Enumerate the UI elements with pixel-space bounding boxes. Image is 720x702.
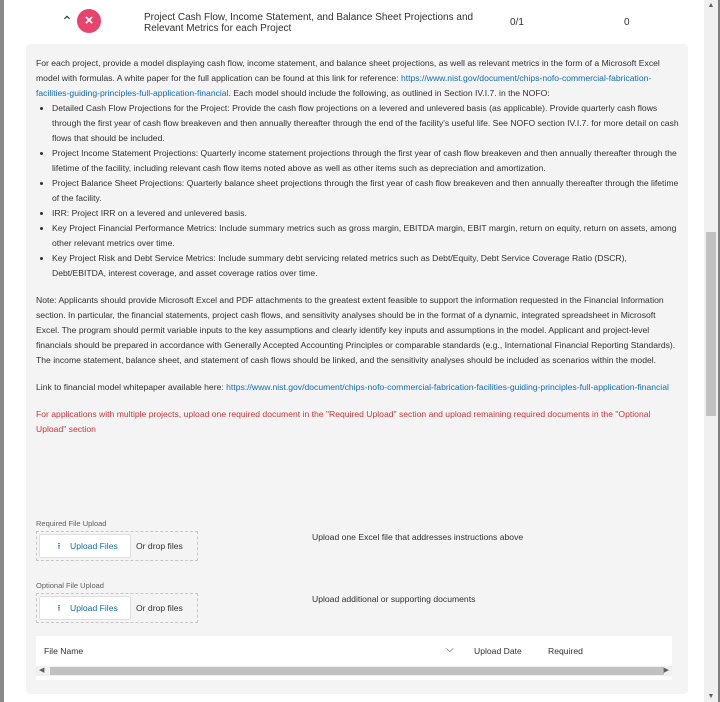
required-drop-text: Or drop files (136, 541, 183, 551)
upload-count: 0/1 (510, 17, 524, 28)
column-required[interactable]: Required (548, 646, 583, 656)
instructions-text (36, 56, 680, 437)
vertical-scrollbar[interactable] (704, 0, 718, 702)
section-title: Project Cash Flow, Income Statement, and Balance Sheet Projections and Relevant Metrics for each Project (144, 12, 474, 34)
collapse-chevron-icon[interactable]: ⌃ (61, 13, 73, 29)
close-icon[interactable]: × (77, 9, 101, 33)
multi-project-warning: For applications with multiple projects, upload one required document in the "Required Upload" section and upload remaining required documents in the "Optional Upload" section (36, 409, 651, 434)
horizontal-scroll-thumb[interactable] (50, 667, 664, 675)
chevron-down-icon[interactable]: ⌵ (446, 644, 454, 655)
nist-whitepaper-link[interactable]: https://www.nist.gov/document/chips-nofo-commercial-fabrication-facilities-guiding-principles-full-application-financial (36, 73, 652, 98)
column-file-name[interactable]: File Name (44, 646, 84, 656)
list-item: • Detailed Cash Flow Projections for the Project: Provide the cash flow projections on a levered and unlevered basis (as applicable). Provide quarterly cash flows through the first year of cash flow breakeven and then annually thereafter through the end of the facility's useful life. See NOFO section IV.I.7. for more detail on cash flows that should be included. (52, 101, 680, 146)
list-item: • Key Project Financial Performance Metrics: Include summary metrics such as gross margin, EBITDA margin, EBIT margin, return on equity, return on assets, among other relevant metrics over time. (52, 221, 680, 251)
required-drop-zone[interactable] (36, 531, 198, 561)
upload-total: 0 (624, 17, 630, 28)
scroll-up-icon[interactable]: ▲ (707, 2, 715, 9)
optional-upload-button[interactable]: ⭱ Upload Files (39, 596, 131, 620)
instructions-panel (26, 44, 688, 694)
upload-modal (4, 0, 718, 702)
horizontal-scrollbar[interactable] (36, 666, 672, 676)
note-paragraph: Note: Applicants should provide Microsoft Excel and PDF attachments to the greatest extent feasible to support the information requested in the Financial Information section. In particular, the financial statements, project cash flows, and sensitivity analyses should be in the format of a dynamic, integrated spreadsheet in Microsoft Excel. The program should permit variable inputs to the key assumptions and clearly identify key inputs and assumptions in the model. Applicant and project-level financials should be prepared in accordance with Generally Accepted Accounting Principles or comparable standards (e.g., International Financial Reporting Standards). The income statement, balance sheet, and statement of cash flows should be linked, and the sensitivity analyses should be included as scenarios within the model. (36, 295, 676, 365)
vertical-scroll-thumb[interactable] (706, 232, 716, 416)
requirements-list (36, 101, 680, 281)
upload-icon: ⭱ (57, 603, 61, 613)
column-upload-date[interactable]: Upload Date (474, 646, 522, 656)
optional-drop-zone[interactable] (36, 593, 198, 623)
required-upload-label: Required File Upload (36, 519, 107, 528)
whitepaper-paragraph: Link to financial model whitepaper available here: https://www.nist.gov/document/chips-nofo-commercial-fabrication-facilities-guiding-principles-full-application-financial (36, 382, 669, 392)
optional-drop-text: Or drop files (136, 603, 183, 613)
required-upload-description: Upload one Excel file that addresses instructions above (312, 532, 524, 542)
optional-upload-description: Upload additional or supporting documents (312, 594, 476, 604)
list-item: • Project Balance Sheet Projections: Quarterly balance sheet projections through the first year of cash flow breakeven and then annually thereafter through the lifetime of the facility. (52, 176, 680, 206)
list-item: • Project Income Statement Projections: Quarterly income statement projections through the first year of cash flow breakeven and then annually thereafter through the lifetime of the facility, including relevant cash flow items noted above as well as other items such as depreciation and amortization. (52, 146, 680, 176)
section-header (4, 0, 704, 44)
upload-icon: ⭱ (57, 541, 61, 551)
intro-paragraph: For each project, provide a model displaying cash flow, income statement, and balance sheet projections, as well as relevant metrics in the form of a Microsoft Excel model with formulas. A white paper for the full application can be found at this link for reference: https://www.nist.gov/document/chips-nofo-commercial-fabrication-facilities-guiding-principles-full-application-financial. Each model should include the following, as outlined in Section IV.I.7. in the NOFO: (36, 58, 660, 98)
list-item: • IRR: Project IRR on a levered and unlevered basis. (52, 206, 680, 221)
required-upload-button[interactable]: ⭱ Upload Files (39, 534, 131, 558)
optional-upload-label: Optional File Upload (36, 581, 104, 590)
scroll-right-icon[interactable]: ▶ (663, 667, 669, 674)
list-item: • Key Project Risk and Debt Service Metrics: Include summary debt servicing related metrics such as Debt/Equity, Debt Service Coverage Ratio (DSCR), Debt/EBITDA, interest coverage, and asset coverage ratios over time. (52, 251, 680, 281)
whitepaper-link[interactable]: https://www.nist.gov/document/chips-nofo-commercial-fabrication-facilities-guiding-principles-full-application-financial (226, 382, 669, 392)
scroll-left-icon[interactable]: ◀ (39, 667, 45, 674)
files-table (36, 636, 672, 680)
scroll-down-icon[interactable]: ▼ (707, 693, 715, 700)
